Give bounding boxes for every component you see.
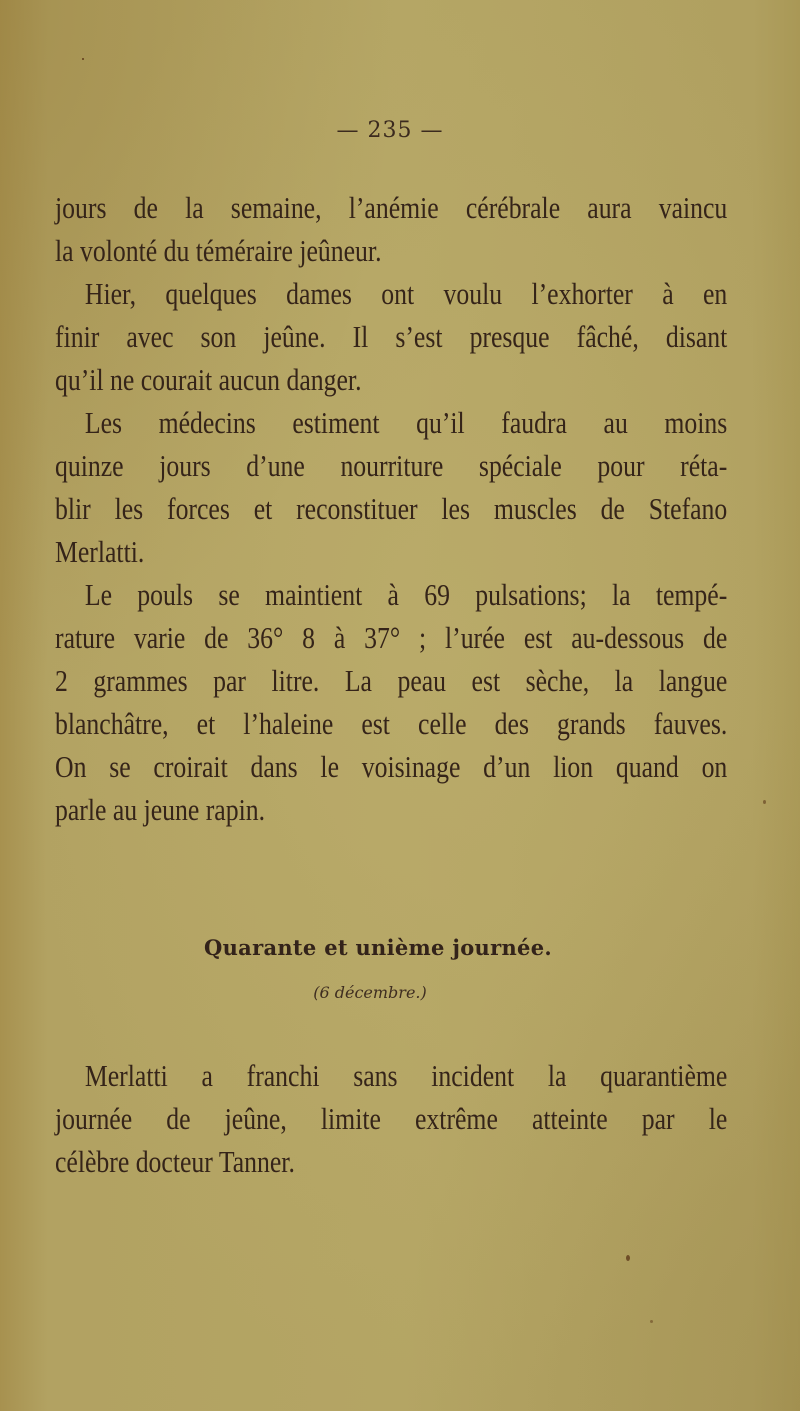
section-title: Quarante et unième journée. xyxy=(204,935,552,960)
paper-speck xyxy=(626,1255,630,1261)
text-line: Le pouls se maintient à 69 pulsations; la tempé- xyxy=(84,577,728,612)
text-line: blanchâtre, et l’haleine est celle des grands fauves. xyxy=(55,706,728,741)
text-line: la volonté du téméraire jeûneur. xyxy=(55,233,382,268)
text-line: rature varie de 36° 8 à 37° ; l’urée est au-dessous de xyxy=(55,620,728,655)
text-line: blir les forces et reconstituer les muscles de Stefano xyxy=(55,491,728,526)
text-line: Merlatti a franchi sans incident la quarantième xyxy=(84,1058,728,1093)
text-line: On se croirait dans le voisinage d’un lion quand on xyxy=(55,749,728,784)
text-line: qu’il ne courait aucun danger. xyxy=(55,362,362,397)
paper-speck xyxy=(82,58,84,60)
paper-speck xyxy=(763,800,766,804)
text-line: 2 grammes par litre. La peau est sèche, la langue xyxy=(55,663,728,698)
text-line: Hier, quelques dames ont voulu l’exhorter à en xyxy=(84,276,728,311)
text-line: Merlatti. xyxy=(55,534,145,569)
text-line: célèbre docteur Tanner. xyxy=(55,1144,295,1179)
text-line: Les médecins estiment qu’il faudra au moins xyxy=(84,405,728,440)
text-line: finir avec son jeûne. Il s’est presque fâché, disant xyxy=(55,319,728,354)
text-line: jours de la semaine, l’anémie cérébrale aura vaincu xyxy=(55,190,728,225)
section-date: (6 décembre.) xyxy=(313,983,427,1002)
text-line: journée de jeûne, limite extrême atteinte par le xyxy=(55,1101,728,1136)
text-line: quinze jours d’une nourriture spéciale pour réta- xyxy=(55,448,728,483)
paper-speck xyxy=(650,1320,653,1323)
text-line: parle au jeune rapin. xyxy=(55,792,266,827)
page-number: — 235 — xyxy=(336,118,444,143)
